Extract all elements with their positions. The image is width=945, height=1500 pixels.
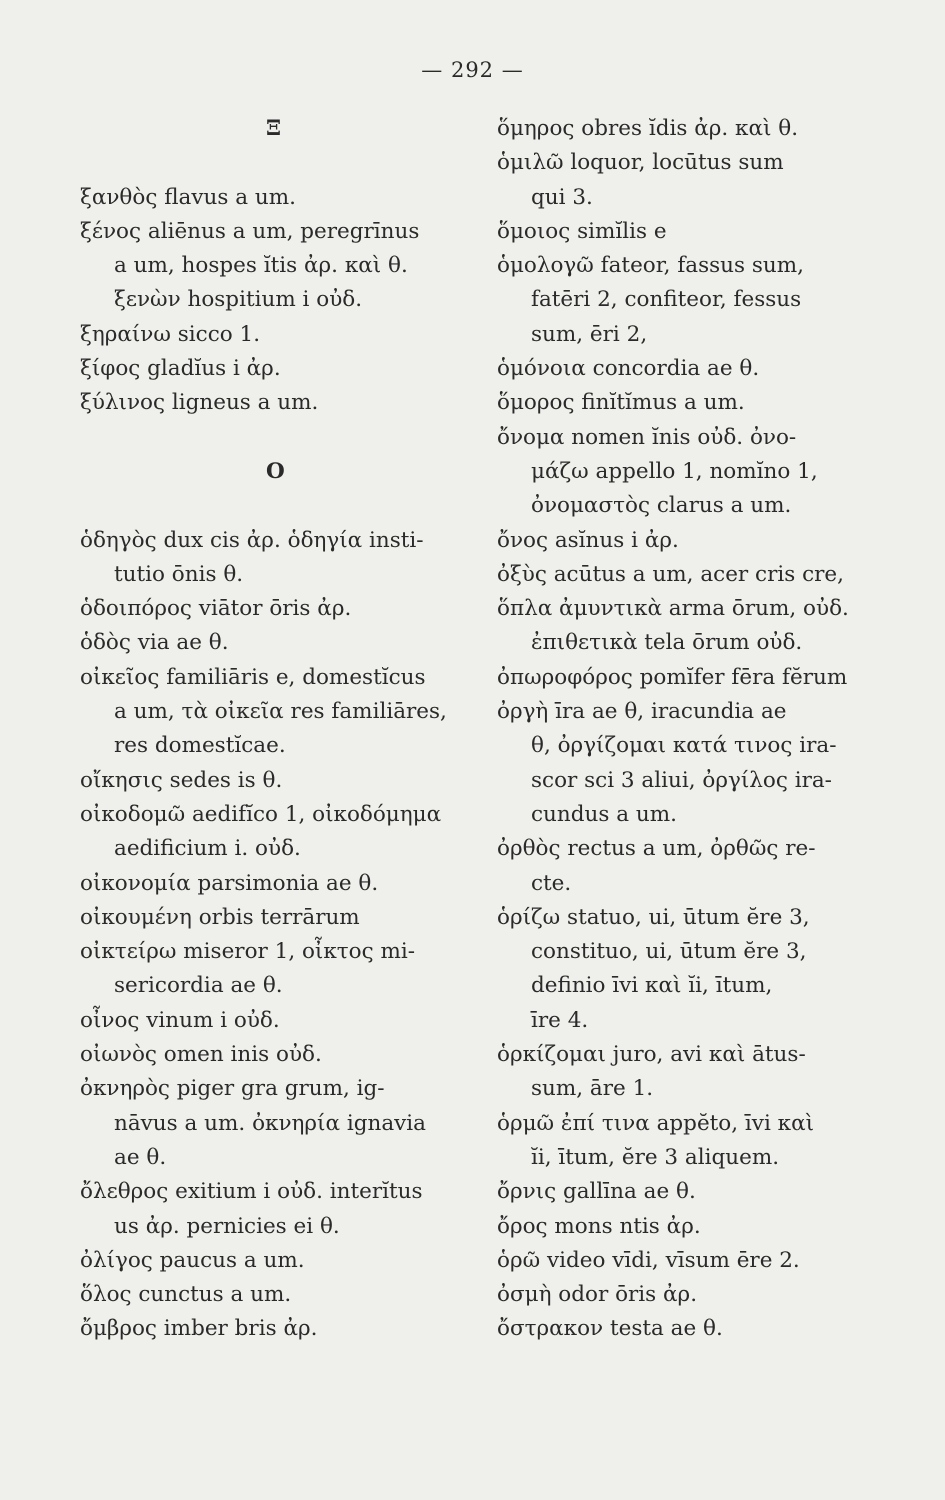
dictionary-line: οἶνος vinum i οὐδ.	[80, 1007, 280, 1033]
dictionary-line: us ἀρ. pernicies ei θ.	[114, 1213, 340, 1239]
dictionary-line: ὅμορος finĭtĭmus a um.	[497, 390, 745, 416]
dictionary-line: ξύλινος ligneus a um.	[80, 390, 319, 416]
dictionary-line: qui 3.	[531, 184, 593, 210]
section-letter-heading: Ο	[266, 458, 285, 484]
dictionary-line: ὄρνις gallīna ae θ.	[497, 1179, 696, 1205]
dictionary-line: μάζω appello 1, nomĭno 1,	[531, 458, 818, 484]
dictionary-line: ὅλος cunctus a um.	[80, 1282, 292, 1308]
dictionary-line: ὀλίγος paucus a um.	[80, 1247, 305, 1273]
dictionary-line: οἰκοδομῶ aedifĭco 1, οἰκοδόμημα	[80, 801, 442, 827]
section-letter-heading: Ξ	[266, 116, 282, 141]
dictionary-line: ὁδὸς via ae θ.	[80, 630, 229, 656]
dictionary-line: θ, ὀργίζομαι κατά τινος ira-	[531, 733, 837, 759]
dictionary-line: ὄλεθρος exitium i οὐδ. interĭtus	[80, 1179, 423, 1205]
dictionary-line: ὀσμὴ odor ōris ἀρ.	[497, 1282, 698, 1308]
dictionary-line: ὀργὴ īra ae θ, iracundia ae	[497, 699, 787, 725]
dictionary-line: ξηραίνω sicco 1.	[80, 321, 261, 347]
dictionary-line: ὄνομα nomen ĭnis οὐδ. ὀνο-	[497, 424, 797, 450]
dictionary-line: cundus a um.	[531, 801, 677, 827]
page-number: — 292 —	[421, 58, 524, 82]
dictionary-line: ἐπιθετικὰ tela ōrum οὐδ.	[531, 630, 803, 656]
dictionary-line: sum, āre 1.	[531, 1076, 654, 1102]
dictionary-line: οἰκεῖος familiāris e, domestĭcus	[80, 664, 426, 690]
dictionary-line: ae θ.	[114, 1144, 167, 1170]
dictionary-line: οἰωνὸς omen inis οὐδ.	[80, 1042, 322, 1068]
dictionary-line: aedificium i. οὐδ.	[114, 836, 301, 862]
dictionary-line: ὀπωροφόρος pomĭfer fēra fĕrum	[497, 664, 848, 690]
spacer	[80, 421, 490, 455]
dictionary-line: οἴκησις sedes is θ.	[80, 767, 283, 793]
left-column	[80, 112, 490, 1347]
dictionary-line: a um, τὰ οἰκεῖα res familiāres,	[114, 699, 447, 725]
right-column	[497, 112, 897, 1347]
dictionary-line: a um, hospes ĭtis ἀρ. καὶ θ.	[114, 253, 408, 279]
dictionary-line: ὄστρακον testa ae θ.	[497, 1316, 723, 1342]
dictionary-line: οἰκτείρω miseror 1, οἶκτος mi-	[80, 939, 416, 965]
dictionary-line: ὁρίζω statuo, ui, ūtum ĕre 3,	[497, 904, 810, 930]
dictionary-line: ὅμοιος simĭlis e	[497, 218, 667, 244]
dictionary-line: ὀξὺς acūtus a um, acer cris cre,	[497, 561, 844, 587]
dictionary-line: ξενὼν hospitium i οὐδ.	[114, 287, 363, 313]
dictionary-line: ὀκνηρὸς piger gra grum, ig-	[80, 1076, 385, 1102]
dictionary-line: ĭi, ītum, ĕre 3 aliquem.	[531, 1144, 780, 1170]
dictionary-line: res domestĭcae.	[114, 733, 286, 759]
dictionary-line: ὁρῶ video vīdi, vīsum ēre 2.	[497, 1247, 800, 1273]
dictionary-line: ὄρος mons ntis ἀρ.	[497, 1213, 701, 1239]
dictionary-line: ὀρθὸς rectus a um, ὀρθῶς re-	[497, 836, 816, 862]
dictionary-line: ὅμηρος obres ĭdis ἀρ. καὶ θ.	[497, 116, 799, 141]
dictionary-line: οἰκουμένη orbis terrārum	[80, 904, 360, 930]
dictionary-line: īre 4.	[531, 1007, 589, 1033]
dictionary-line: ὁμόνοια concordia ae θ.	[497, 356, 760, 382]
spacer	[80, 489, 490, 523]
dictionary-line: ὀνομαστὸς clarus a um.	[531, 493, 792, 519]
dictionary-line: tutio ōnis θ.	[114, 561, 244, 587]
dictionary-line: scor sci 3 aliui, ὀργίλος ira-	[531, 767, 832, 793]
dictionary-line: ξένος aliēnus a um, peregrīnus	[80, 218, 420, 244]
dictionary-line: ξανθὸς flavus a um.	[80, 184, 296, 210]
dictionary-line: ὄνος asĭnus i ἀρ.	[497, 527, 679, 553]
dictionary-line: definio īvi καὶ ĭi, ītum,	[531, 973, 773, 999]
dictionary-line: sum, ēri 2,	[531, 321, 648, 347]
dictionary-line: ξίφος gladĭus i ἀρ.	[80, 356, 281, 382]
dictionary-line: ὁμολογῶ fateor, fassus sum,	[497, 253, 804, 279]
dictionary-line: constituo, ui, ūtum ĕre 3,	[531, 939, 807, 965]
dictionary-line: nāvus a um. ὀκνηρία ignavia	[114, 1110, 426, 1136]
dictionary-line: ὁδηγὸς dux cis ἀρ. ὁδηγία insti-	[80, 527, 424, 553]
dictionary-line: ὄμβρος imber bris ἀρ.	[80, 1316, 318, 1342]
dictionary-line: ὁρμῶ ἐπί τινα appĕto, īvi καὶ	[497, 1110, 815, 1136]
dictionary-line: ὁδοιπόρος viātor ōris ἀρ.	[80, 596, 352, 622]
dictionary-line: ὁμιλῶ loquor, locūtus sum	[497, 150, 784, 176]
dictionary-line: ὅπλα ἀμυντικὰ arma ōrum, οὐδ.	[497, 596, 849, 622]
dictionary-line: οἰκονομία parsimonia ae θ.	[80, 870, 379, 896]
spacer	[80, 146, 490, 180]
dictionary-line: sericordia ae θ.	[114, 973, 283, 999]
dictionary-line: ὁρκίζομαι juro, avi καὶ ātus-	[497, 1042, 806, 1068]
dictionary-line: fatēri 2, confiteor, fessus	[531, 287, 802, 313]
dictionary-line: cte.	[531, 870, 572, 896]
